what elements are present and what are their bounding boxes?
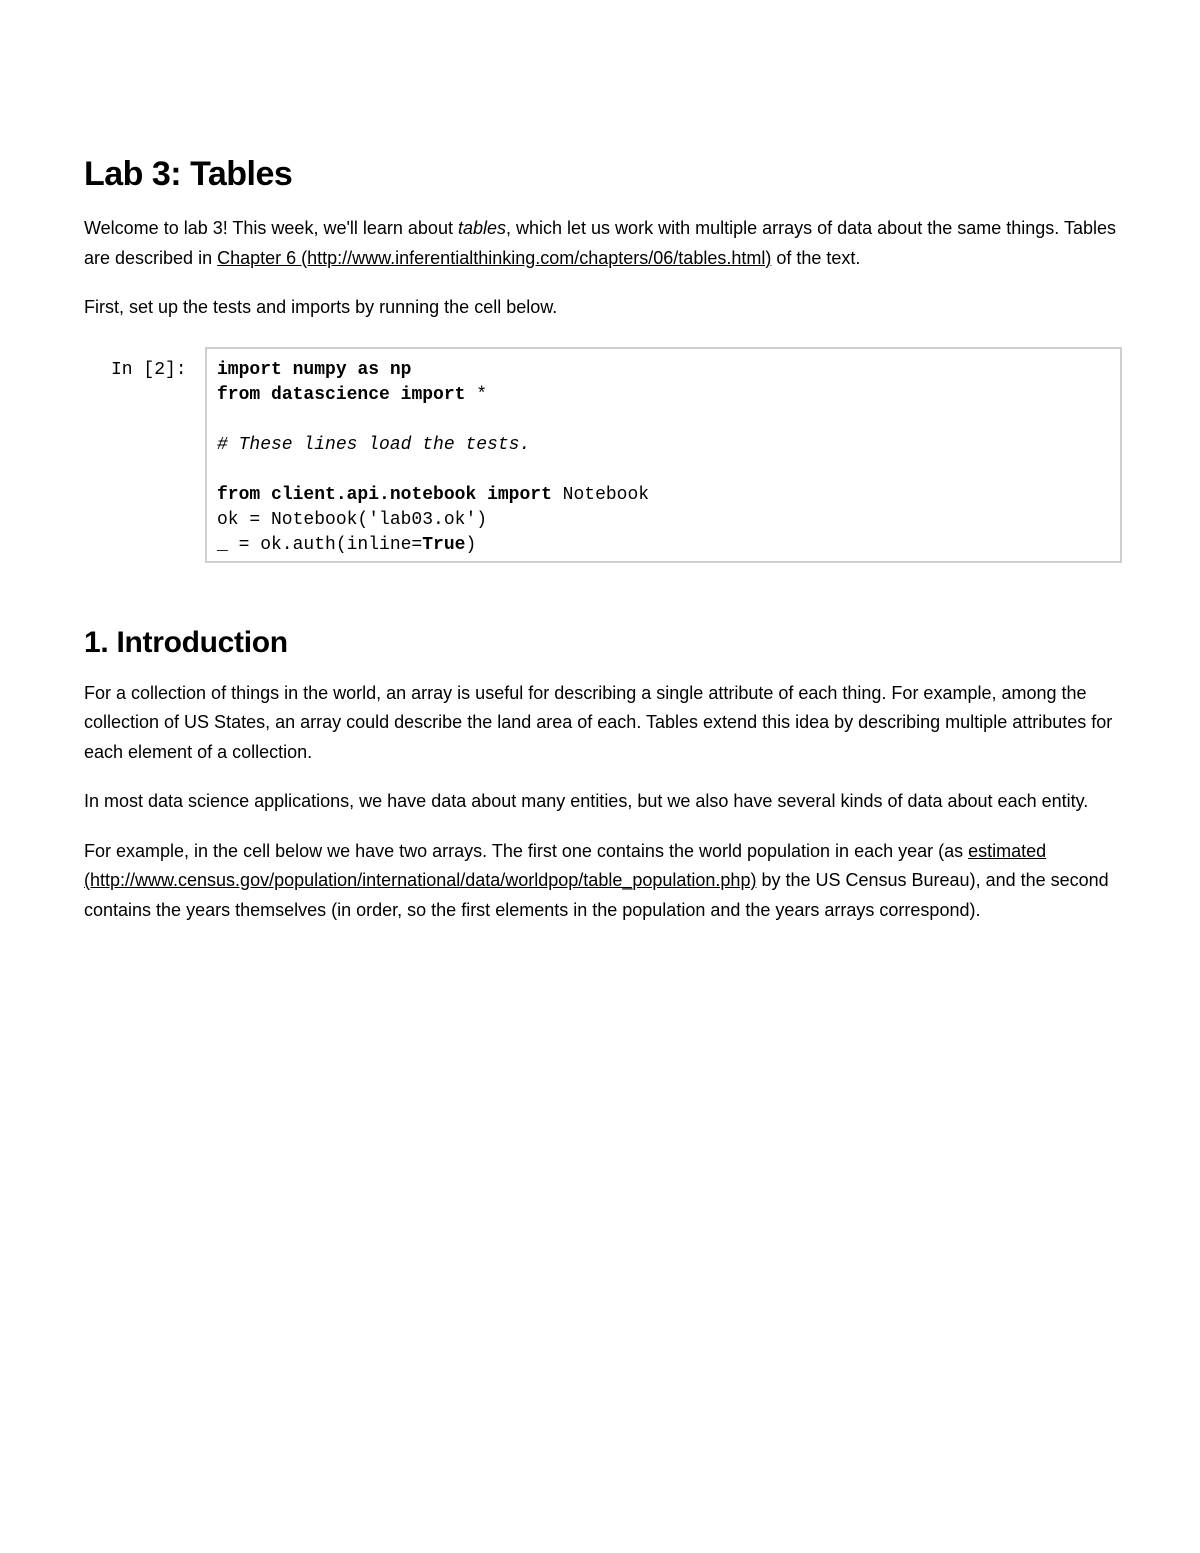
intro-text-start: Welcome to lab 3! This week, we'll learn about — [84, 218, 458, 238]
notebook-page — [84, 150, 1126, 945]
code-cell — [84, 347, 1126, 567]
paragraph-text-start: For example, in the cell below we have two arrays. The first one contains the world population in each year (as — [84, 840, 969, 861]
keyword: from — [217, 384, 261, 405]
code-line — [217, 483, 1110, 508]
tables-emphasis: tables — [457, 218, 507, 238]
keyword: import — [400, 384, 466, 405]
code-token: ) — [465, 534, 477, 555]
introduction-paragraph-1: For a collection of things in the world, an array is useful for describing a single attribute of each thing. For example, among the collection of US States, an array could describe the land area of each. Tables extend this idea by describing multiple attributes for each element of a collection. — [84, 682, 1113, 762]
intro-text-end: of the text. — [771, 247, 861, 268]
code-token: datascience — [260, 384, 401, 405]
intro-text-middle: , which let us work with multiple arrays of data about the same things. Tables are described in — [84, 218, 1116, 268]
keyword: import — [217, 359, 282, 380]
keyword: from — [217, 484, 261, 505]
keyword: True — [422, 534, 466, 555]
introduction-paragraph-3 — [84, 837, 1126, 926]
setup-paragraph: First, set up the tests and imports by running the cell below. — [84, 297, 558, 317]
code-token: client.api.notebook — [260, 484, 488, 505]
code-input-area[interactable] — [205, 347, 1122, 563]
code-token: _ = ok.auth(inline= — [217, 534, 423, 555]
keyword: import — [487, 484, 552, 505]
paragraph-text-end: by the US Census Bureau), and the second contains the years themselves (in order, so the first elements in the population and the years arrays correspond). — [84, 870, 1109, 920]
code-comment: # These lines load the tests. — [217, 434, 531, 455]
introduction-paragraph-2: In most data science applications, we have data about many entities, but we also have several kinds of data about each entity. — [84, 791, 1089, 811]
intro-paragraph — [84, 214, 1126, 273]
census-estimate-link[interactable]: estimated (http://www.census.gov/population/international/data/worldpop/table_population.php) — [84, 840, 1047, 890]
cell-prompt: In [2]: — [111, 359, 187, 380]
code-line — [217, 358, 1110, 383]
chapter-6-link[interactable]: Chapter 6 (http://www.inferentialthinking.com/chapters/06/tables.html) — [217, 247, 772, 268]
code-token: np — [379, 359, 412, 380]
code-token: Notebook — [551, 484, 650, 505]
code-line — [217, 383, 1110, 408]
code-line-blank — [217, 458, 1110, 483]
code-token: * — [465, 384, 488, 405]
code-line: ok = Notebook('lab03.ok') — [217, 509, 488, 530]
code-token: numpy — [281, 359, 358, 380]
section-heading-introduction: 1. Introduction — [84, 625, 288, 659]
keyword: as — [357, 359, 380, 380]
code-line — [217, 533, 1110, 558]
code-line — [217, 433, 1110, 458]
code-line-blank — [217, 408, 1110, 433]
page-title: Lab 3: Tables — [84, 155, 293, 193]
